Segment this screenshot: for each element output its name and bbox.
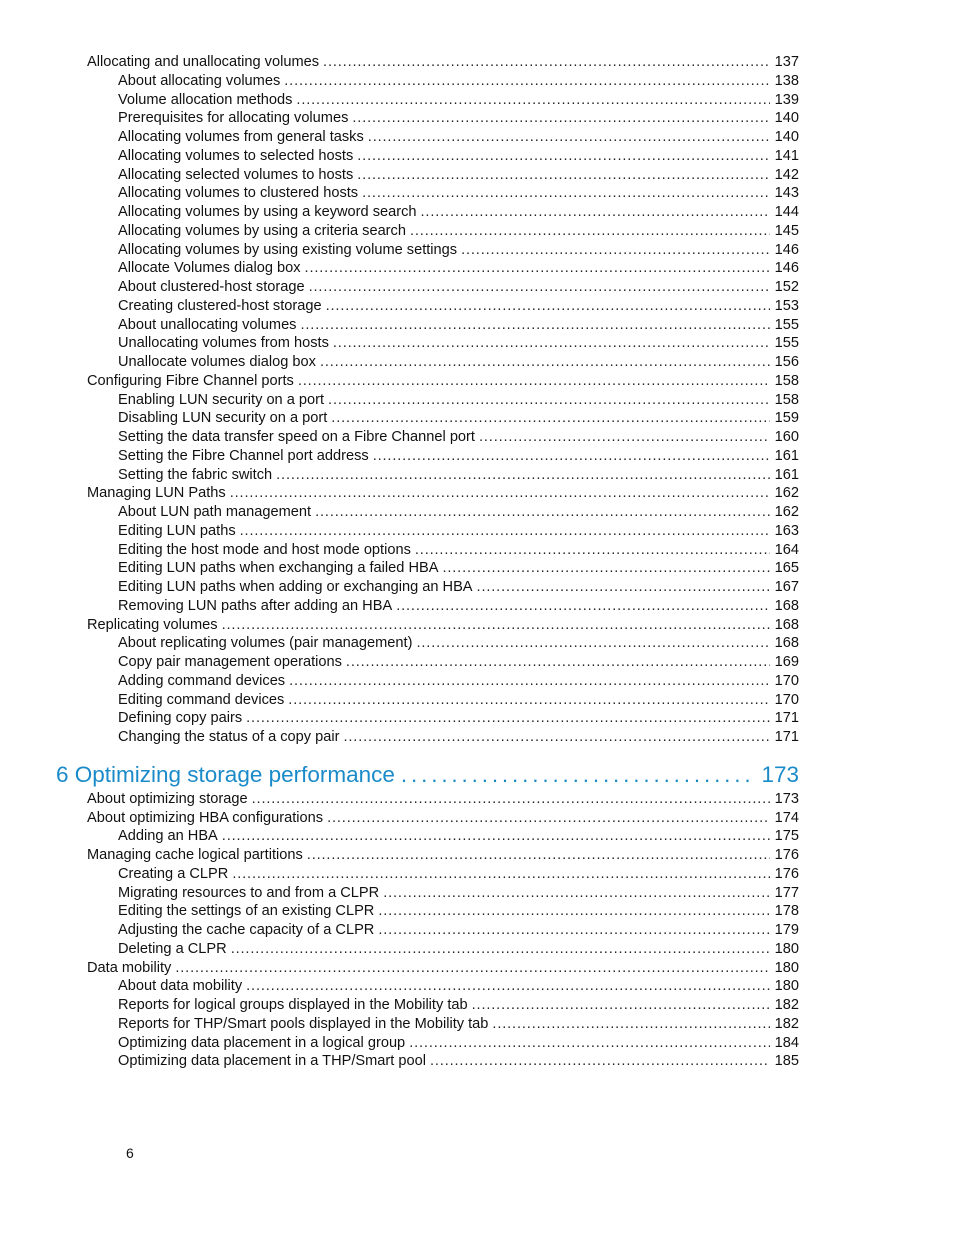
dot-leader [323, 53, 770, 72]
dot-leader [343, 728, 769, 747]
toc-entry-title: Allocating and unallocating volumes [87, 54, 320, 70]
toc-entry-title: Volume allocation methods [118, 91, 293, 108]
table-of-contents [0, 53, 954, 1071]
toc-entry-page-number: 163 [774, 522, 799, 539]
toc-entry-page-number: 153 [774, 297, 799, 314]
toc-entry[interactable] [0, 809, 954, 828]
chapter-page-number: 173 [761, 761, 799, 787]
toc-entry[interactable] [0, 940, 954, 959]
toc-entry[interactable] [0, 921, 954, 940]
toc-entry-page-number: 143 [774, 185, 799, 202]
toc-entry[interactable] [0, 865, 954, 884]
toc-entry-title: Editing the settings of an existing CLPR [118, 903, 375, 920]
toc-entry-page-number: 180 [774, 959, 799, 976]
toc-entry[interactable] [0, 902, 954, 921]
toc-entry-title: Allocating volumes by using a keyword search [118, 204, 417, 220]
toc-entry[interactable] [0, 846, 954, 865]
toc-entry-title: Enabling LUN security on a port [118, 391, 325, 408]
toc-entry-title: About allocating volumes [118, 72, 281, 89]
toc-entry[interactable] [0, 634, 954, 653]
toc-entry-page-number: 144 [774, 204, 799, 220]
toc-entry-page-number: 168 [774, 616, 799, 633]
toc-entry[interactable] [0, 391, 954, 410]
toc-entry-page-number: 155 [774, 335, 799, 352]
toc-entry[interactable] [0, 1034, 954, 1053]
toc-entry-page-number: 184 [774, 1034, 799, 1051]
toc-entry[interactable] [0, 884, 954, 903]
toc-entry[interactable] [0, 827, 954, 846]
dot-leader [416, 634, 769, 653]
toc-entry-page-number: 161 [774, 466, 799, 483]
toc-entry-page-number: 140 [774, 110, 799, 127]
toc-entry-page-number: 171 [774, 729, 799, 745]
toc-entry-title: Managing cache logical partitions [87, 847, 303, 863]
toc-entry-title: Allocating volumes by using a criteria search [118, 222, 406, 239]
dot-leader [368, 128, 770, 147]
toc-entry-page-number: 162 [774, 504, 799, 520]
toc-entry-page-number: 180 [774, 940, 799, 957]
toc-entry[interactable] [0, 147, 954, 166]
toc-entry[interactable] [0, 578, 954, 597]
dot-leader [252, 790, 770, 809]
toc-entry-title: Editing the host mode and host mode options [118, 541, 411, 558]
toc-section-before [0, 53, 954, 747]
toc-entry[interactable] [0, 372, 954, 391]
toc-entry-page-number: 162 [774, 485, 799, 502]
toc-entry[interactable] [0, 241, 954, 260]
toc-entry-title: Optimizing data placement in a logical group [118, 1034, 406, 1051]
dot-leader [401, 763, 756, 787]
toc-entry-title: Adding an HBA [118, 828, 218, 845]
toc-entry-page-number: 179 [774, 922, 799, 938]
toc-entry[interactable] [0, 353, 954, 372]
dot-leader [289, 672, 770, 691]
toc-entry-title: Defining copy pairs [118, 710, 243, 727]
toc-entry-title: Allocating volumes to clustered hosts [118, 185, 359, 202]
toc-entry[interactable] [0, 1052, 954, 1071]
toc-entry-page-number: 182 [774, 1015, 799, 1032]
dot-leader [378, 902, 769, 921]
toc-entry-page-number: 164 [774, 541, 799, 558]
toc-entry-page-number: 176 [774, 847, 799, 863]
toc-entry[interactable] [0, 409, 954, 428]
dot-leader [240, 522, 770, 541]
toc-entry[interactable] [0, 522, 954, 541]
chapter-title: 6 Optimizing storage performance [56, 761, 395, 787]
toc-entry[interactable] [0, 53, 954, 72]
toc-entry-page-number: 170 [774, 691, 799, 708]
toc-entry-title: Allocating selected volumes to hosts [118, 166, 354, 183]
toc-entry-title: Data mobility [87, 959, 172, 976]
toc-entry-title: Removing LUN paths after adding an HBA [118, 597, 393, 614]
toc-entry[interactable] [0, 790, 954, 809]
dot-leader [284, 72, 769, 91]
toc-entry[interactable] [0, 428, 954, 447]
toc-entry-title: Editing command devices [118, 691, 285, 708]
toc-entry-page-number: 167 [774, 579, 799, 595]
toc-entry-page-number: 173 [774, 790, 799, 807]
toc-entry-page-number: 142 [774, 166, 799, 183]
toc-entry[interactable] [0, 203, 954, 222]
toc-entry[interactable] [0, 297, 954, 316]
toc-entry-title: Allocate Volumes dialog box [118, 260, 301, 277]
toc-entry[interactable] [0, 672, 954, 691]
toc-entry-page-number: 137 [774, 54, 799, 70]
dot-leader [362, 184, 770, 203]
dot-leader [357, 166, 769, 185]
dot-leader [309, 278, 770, 297]
dot-leader [246, 709, 770, 728]
toc-entry[interactable] [0, 959, 954, 978]
toc-entry-title: About data mobility [118, 978, 243, 995]
dot-leader [305, 259, 770, 278]
toc-entry[interactable] [0, 166, 954, 185]
dot-leader [373, 447, 770, 466]
toc-entry-title: Disabling LUN security on a port [118, 410, 328, 427]
dot-leader [346, 653, 770, 672]
toc-entry-title: Reports for THP/Smart pools displayed in the Mobility tab [118, 1015, 489, 1032]
toc-entry[interactable] [0, 541, 954, 560]
toc-entry-page-number: 170 [774, 672, 799, 689]
toc-entry[interactable] [0, 334, 954, 353]
toc-entry-title: About unallocating volumes [118, 316, 297, 333]
toc-entry-page-number: 171 [774, 710, 799, 727]
toc-entry-page-number: 158 [774, 391, 799, 408]
toc-entry-page-number: 176 [774, 865, 799, 882]
dot-leader [357, 147, 769, 166]
toc-entry-page-number: 182 [774, 997, 799, 1013]
toc-entry-title: Replicating volumes [87, 616, 218, 633]
toc-entry[interactable] [0, 691, 954, 710]
dot-leader [409, 1034, 769, 1053]
dot-leader [315, 503, 770, 522]
toc-entry[interactable] [0, 977, 954, 996]
dot-leader [296, 91, 769, 110]
toc-entry-title: Setting the fabric switch [118, 466, 273, 483]
toc-entry-page-number: 175 [774, 828, 799, 845]
toc-entry[interactable] [0, 597, 954, 616]
dot-leader [430, 1052, 770, 1071]
toc-entry-page-number: 145 [774, 222, 799, 239]
toc-entry-title: About clustered-host storage [118, 279, 305, 295]
toc-entry[interactable] [0, 503, 954, 522]
toc-entry-page-number: 146 [774, 260, 799, 277]
toc-entry[interactable] [0, 259, 954, 278]
dot-leader [421, 203, 770, 222]
toc-entry[interactable] [0, 278, 954, 297]
dot-leader [415, 541, 770, 560]
dot-leader [298, 372, 770, 391]
toc-entry-title: Unallocate volumes dialog box [118, 354, 316, 370]
toc-entry-title: Editing LUN paths [118, 522, 236, 539]
toc-entry-page-number: 178 [774, 903, 799, 920]
dot-leader [222, 827, 770, 846]
toc-entry[interactable] [0, 316, 954, 335]
toc-entry-page-number: 159 [774, 410, 799, 427]
toc-entry-title: Optimizing data placement in a THP/Smart pool [118, 1053, 426, 1070]
toc-section-after [0, 790, 954, 1071]
dot-leader [410, 222, 770, 241]
toc-entry-page-number: 152 [774, 279, 799, 295]
toc-entry[interactable] [0, 653, 954, 672]
dot-leader [288, 691, 769, 710]
dot-leader [442, 559, 769, 578]
dot-leader [175, 959, 769, 978]
toc-entry-page-number: 138 [774, 72, 799, 89]
toc-entry-page-number: 165 [774, 560, 799, 577]
dot-leader [461, 241, 770, 260]
toc-entry-title: Setting the data transfer speed on a Fibre Channel port [118, 429, 475, 445]
dot-leader [222, 616, 770, 635]
toc-entry[interactable] [0, 109, 954, 128]
toc-entry[interactable] [0, 709, 954, 728]
toc-entry-title: Adding command devices [118, 672, 286, 689]
toc-entry-title: Deleting a CLPR [118, 940, 227, 957]
toc-entry-page-number: 168 [774, 597, 799, 614]
toc-entry-title: Editing LUN paths when exchanging a failed HBA [118, 560, 439, 577]
toc-entry[interactable] [0, 1015, 954, 1034]
toc-entry-title: Copy pair management operations [118, 654, 342, 670]
toc-entry-page-number: 160 [774, 429, 799, 445]
toc-entry-title: Setting the Fibre Channel port address [118, 447, 369, 464]
toc-entry-title: Changing the status of a copy pair [118, 729, 340, 745]
toc-entry-title: Creating a CLPR [118, 865, 229, 882]
toc-entry-title: Configuring Fibre Channel ports [87, 372, 294, 389]
toc-entry[interactable] [0, 447, 954, 466]
toc-entry-title: Migrating resources to and from a CLPR [118, 884, 380, 901]
toc-entry-page-number: 158 [774, 372, 799, 389]
toc-entry-title: Creating clustered-host storage [118, 297, 322, 314]
toc-entry-title: Managing LUN Paths [87, 485, 226, 502]
toc-entry[interactable] [0, 91, 954, 110]
page-number: 6 [126, 1145, 134, 1161]
toc-entry-title: Unallocating volumes from hosts [118, 335, 329, 352]
dot-leader [333, 334, 770, 353]
toc-entry-title: Prerequisites for allocating volumes [118, 110, 349, 127]
toc-entry-title: About LUN path management [118, 504, 312, 520]
toc-entry[interactable] [0, 728, 954, 747]
toc-entry-page-number: 155 [774, 316, 799, 333]
toc-entry-page-number: 168 [774, 635, 799, 652]
toc-entry[interactable] [0, 184, 954, 203]
toc-entry-page-number: 180 [774, 978, 799, 995]
toc-entry-page-number: 185 [774, 1053, 799, 1070]
dot-leader [479, 428, 770, 447]
toc-entry[interactable] [0, 484, 954, 503]
dot-leader [327, 809, 770, 828]
toc-entry[interactable] [0, 222, 954, 241]
toc-entry-page-number: 146 [774, 241, 799, 258]
dot-leader [326, 297, 770, 316]
toc-entry-title: Allocating volumes by using existing volume settings [118, 241, 458, 258]
toc-entry-title: Allocating volumes from general tasks [118, 129, 364, 145]
toc-entry-page-number: 174 [774, 809, 799, 826]
toc-entry-page-number: 177 [774, 884, 799, 901]
toc-entry-title: Editing LUN paths when adding or exchanging an HBA [118, 579, 473, 595]
chapter-heading[interactable] [0, 763, 954, 787]
toc-entry-page-number: 141 [774, 147, 799, 164]
dot-leader [320, 353, 770, 372]
toc-entry[interactable] [0, 616, 954, 635]
toc-entry-page-number: 169 [774, 654, 799, 670]
toc-entry-title: About optimizing storage [87, 790, 248, 807]
toc-entry[interactable] [0, 128, 954, 147]
dot-leader [378, 921, 769, 940]
dot-leader [276, 466, 770, 485]
toc-entry-title: Adjusting the cache capacity of a CLPR [118, 922, 375, 938]
dot-leader [352, 109, 769, 128]
toc-entry-page-number: 140 [774, 129, 799, 145]
dot-leader [492, 1015, 769, 1034]
toc-entry[interactable] [0, 466, 954, 485]
dot-leader [230, 484, 770, 503]
dot-leader [396, 597, 769, 616]
dot-leader [232, 865, 769, 884]
dot-leader [331, 409, 769, 428]
dot-leader [472, 996, 770, 1015]
dot-leader [307, 846, 770, 865]
toc-entry-title: About replicating volumes (pair management) [118, 635, 413, 652]
toc-entry-title: Allocating volumes to selected hosts [118, 147, 354, 164]
dot-leader [383, 884, 769, 903]
dot-leader [477, 578, 770, 597]
dot-leader [300, 316, 769, 335]
dot-leader [231, 940, 770, 959]
toc-entry-title: About optimizing HBA configurations [87, 809, 324, 826]
toc-entry[interactable] [0, 559, 954, 578]
toc-entry-page-number: 156 [774, 354, 799, 370]
toc-entry-page-number: 161 [774, 447, 799, 464]
dot-leader [246, 977, 770, 996]
toc-entry[interactable] [0, 72, 954, 91]
toc-entry[interactable] [0, 996, 954, 1015]
toc-entry-title: Reports for logical groups displayed in the Mobility tab [118, 997, 468, 1013]
dot-leader [328, 391, 770, 410]
toc-entry-page-number: 139 [774, 91, 799, 108]
